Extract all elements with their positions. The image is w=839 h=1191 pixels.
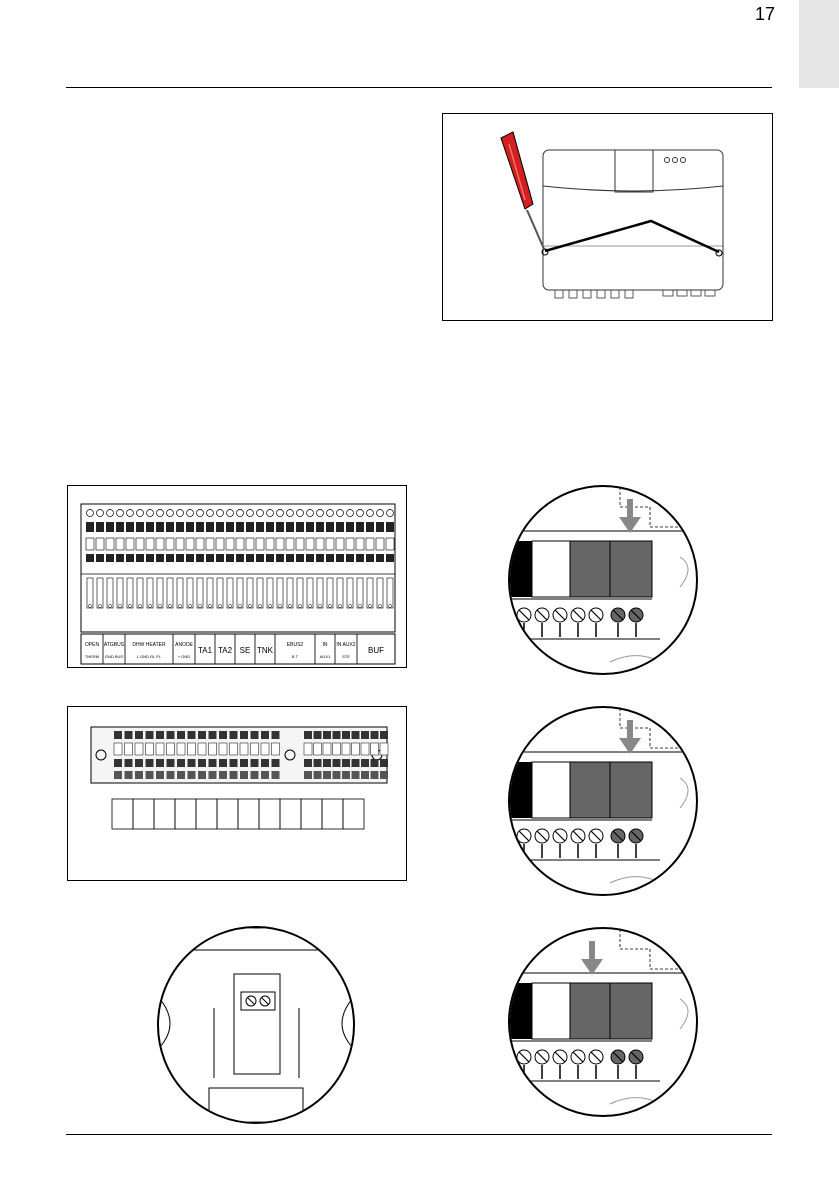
blank-label-cell — [154, 799, 175, 829]
terminal-label: TA2 — [217, 646, 233, 655]
blank-label-cell — [259, 799, 280, 829]
terminal-label-top: OPEN — [84, 642, 100, 648]
terminal-label-top: EBUS2 — [286, 642, 304, 648]
detail-circle-wiring-2 — [508, 706, 698, 896]
terminal-label-bottom: THERM — [84, 654, 100, 659]
terminal-label-top: ATGBUS — [103, 642, 125, 648]
blank-label-cell — [133, 799, 154, 829]
terminal-label-bottom: B T — [291, 654, 299, 659]
detail-circle-mounting — [157, 926, 355, 1124]
terminal-label: SE — [239, 646, 251, 655]
figure-cover-removal — [442, 113, 773, 321]
footer-rule — [66, 1134, 772, 1135]
figure-terminal-board-main — [67, 485, 407, 668]
terminal-label-bottom: AUX1 — [319, 654, 331, 659]
blank-label-cell — [112, 799, 133, 829]
terminal-label-top: ANODE — [175, 642, 193, 648]
terminal-label-top: DHW HEATER — [132, 642, 166, 648]
terminal-label-top: IN AUX2 — [336, 642, 356, 648]
figure-terminal-board-secondary — [67, 706, 407, 881]
terminal-label: TNK — [257, 646, 273, 655]
terminal-label: TA1 — [197, 646, 213, 655]
detail-circle-wiring-1 — [508, 485, 698, 675]
blank-label-cell — [217, 799, 238, 829]
terminal-label-bottom: STE — [342, 654, 350, 659]
terminal-label: BUF — [368, 646, 384, 655]
terminal-label-bottom: L GND RL PL — [136, 654, 162, 659]
blank-label-cell — [196, 799, 217, 829]
terminal-label-bottom: GND BUS — [104, 654, 124, 659]
blank-label-cell — [280, 799, 301, 829]
terminal-label-top: IN — [322, 642, 328, 648]
terminal-label-bottom: + GND — [177, 654, 191, 659]
page-number: 17 — [755, 4, 776, 24]
blank-label-cell — [238, 799, 259, 829]
blank-label-cell — [322, 799, 343, 829]
language-tab — [799, 0, 839, 88]
blank-label-cell — [301, 799, 322, 829]
header-rule — [66, 87, 772, 88]
blank-label-cell — [175, 799, 196, 829]
blank-label-cell — [343, 799, 364, 829]
detail-circle-wiring-3 — [508, 927, 698, 1117]
